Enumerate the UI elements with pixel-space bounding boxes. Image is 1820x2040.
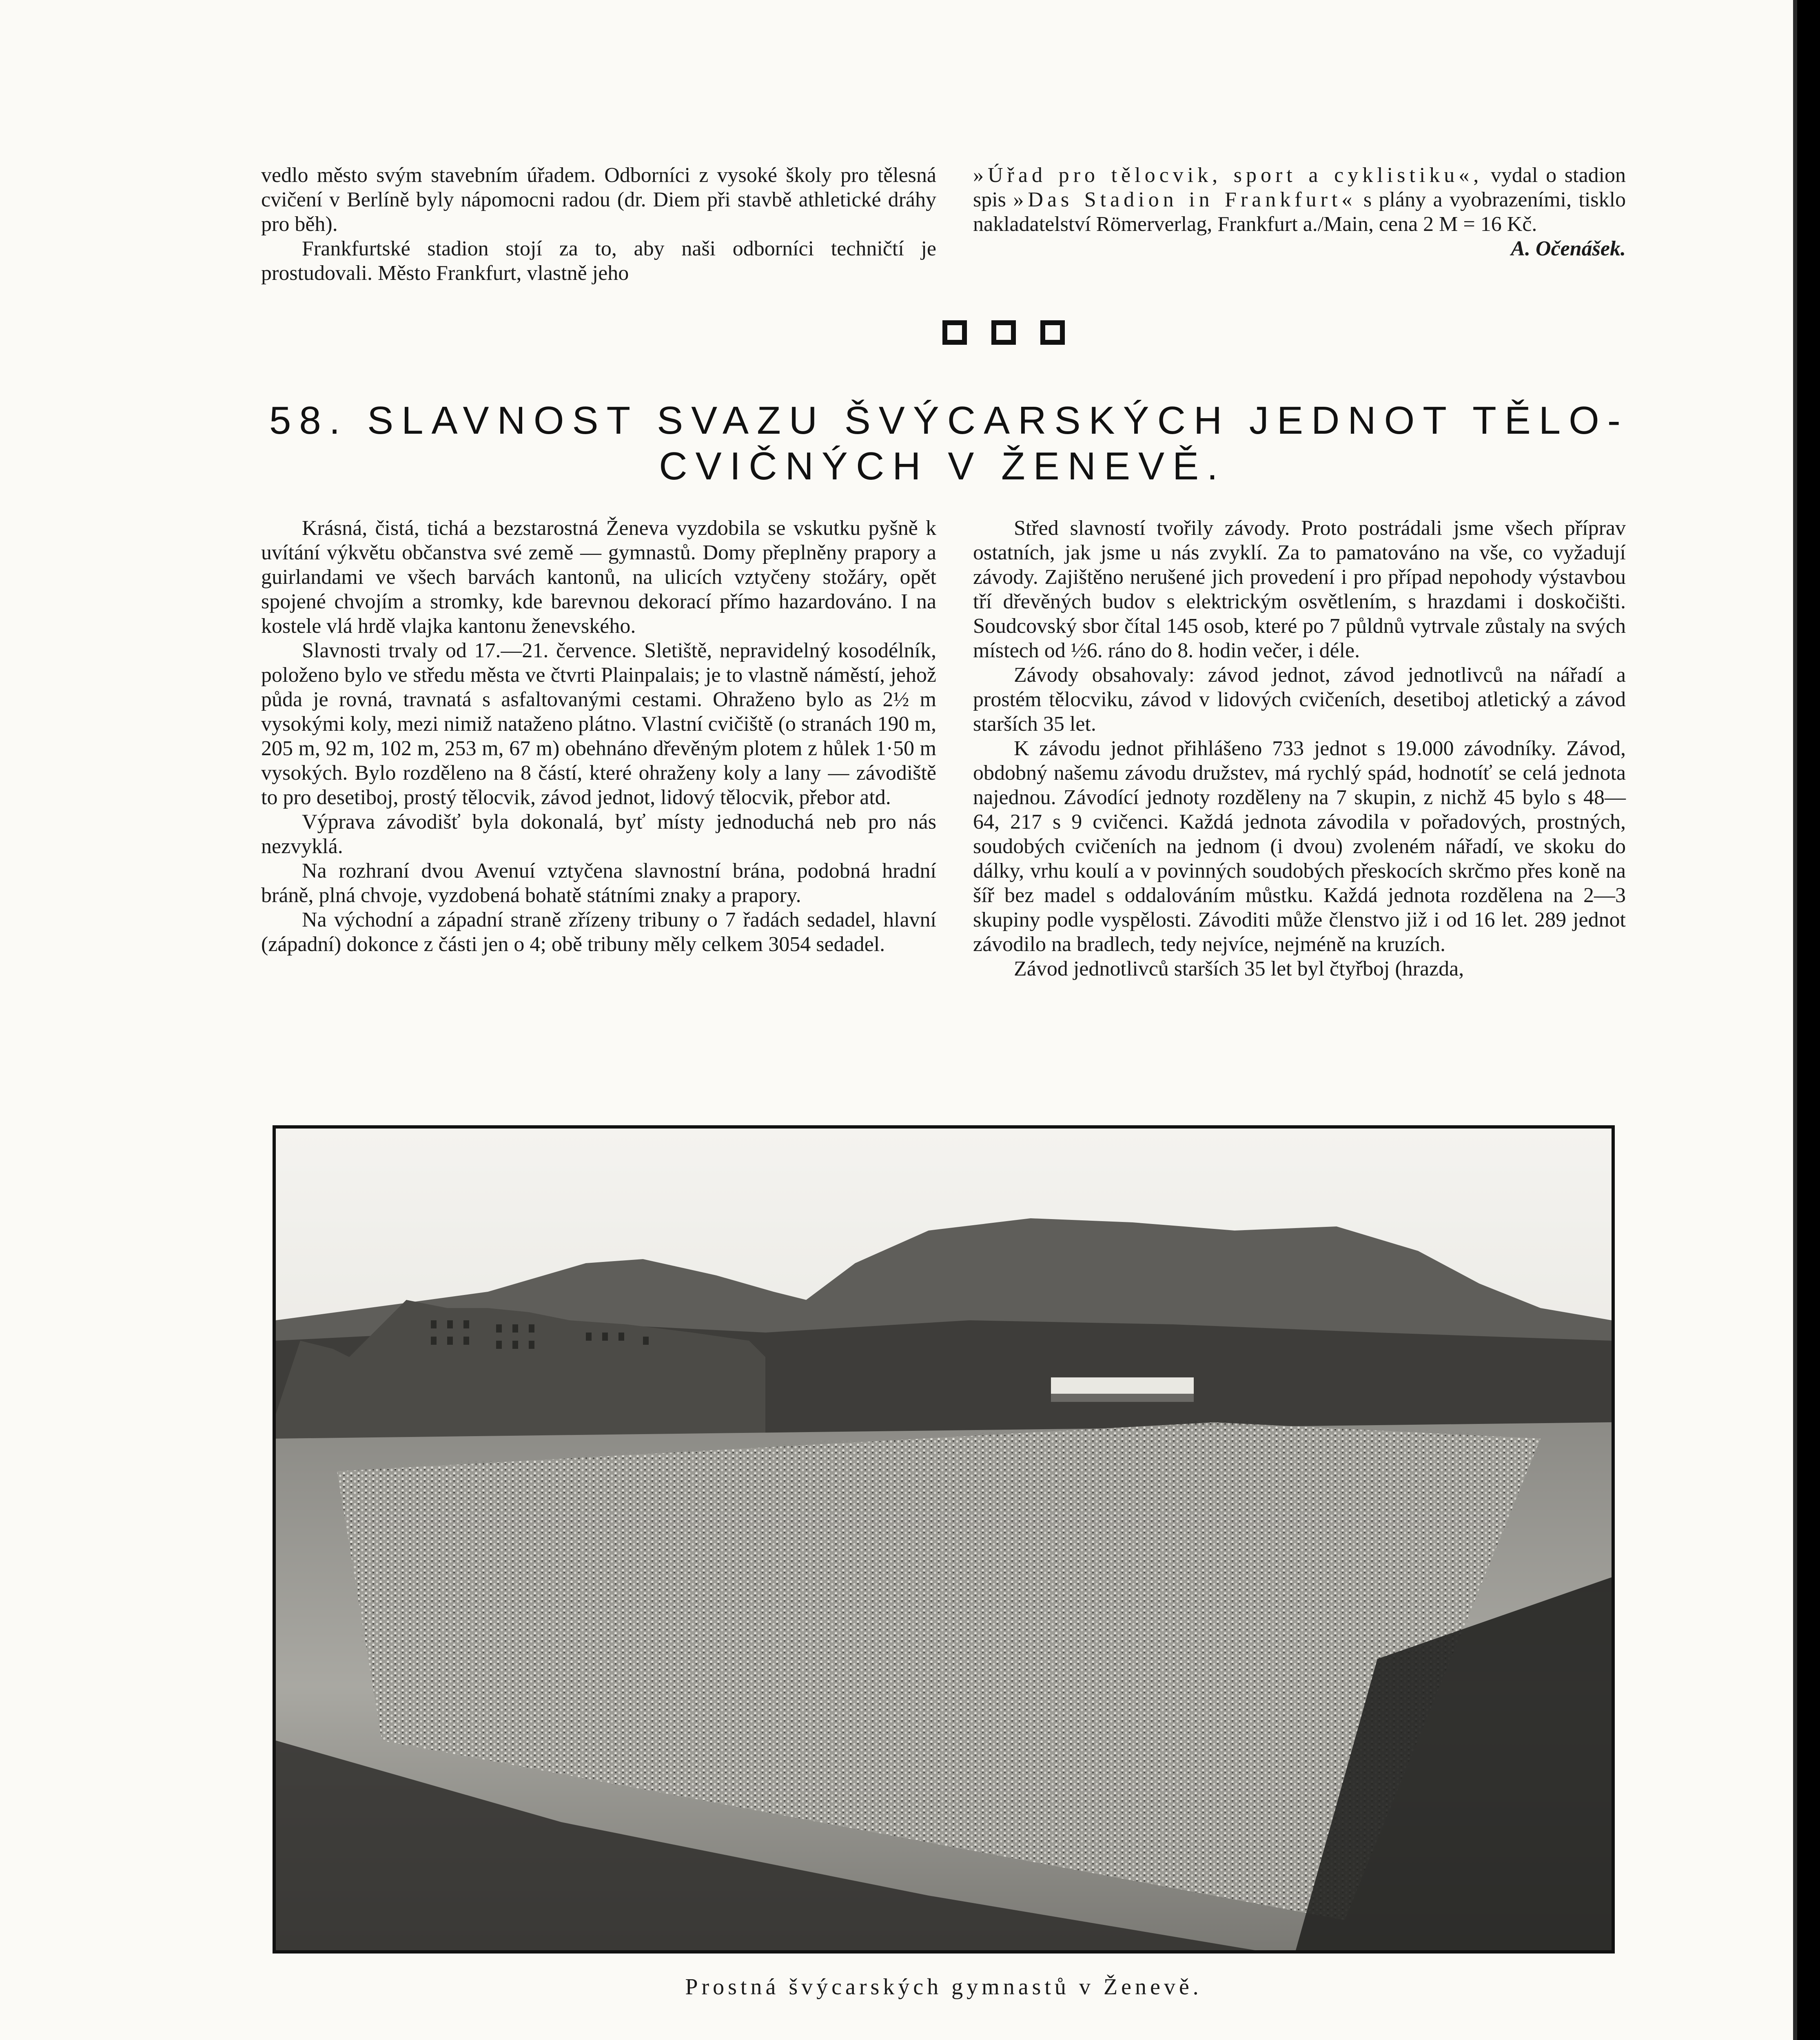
- tribune-stand: [1051, 1394, 1194, 1402]
- paragraph: Na rozhraní dvou Avenuí vztyčena slavnostní brána, podobná hradní bráně, plná chvoje, vyzdobená bohatě státními znaky a prapory.: [261, 859, 936, 907]
- paragraph: Závod jednotlivců starších 35 let byl čtyřboj (hrazda,: [1014, 957, 1464, 980]
- paragraph: K závodu jednot přihlášeno 733 jednot s 19.000 závodníky. Závod, obdobný našemu závodu družstev, má rychlý spád, hodnotíť se celá jednota najednou. Závodící jednoty rozděleny na 7 skupin, z nichž 45 bylo s 48—64, 217 s 9 cvičenci. Každá jednota závodila v pořadových, prostných, soudobých cvičeních na jednom (i dvou) zvoleném nářadí, ve skoku do dálky, vrhu koulí a v povinných soudobých přeskocích skrčmo přes koně na šíř bez madel s oddalováním můstku. Každá jednota rozdělena na 2—3 skupiny podle vyspělosti. Závoditi může členstvo již i od 16 let. 289 jednot závodilo na bradlech, tedy nejvíce, nejméně na kruzích.: [973, 737, 1626, 956]
- text-run: vydal o stadion spis: [973, 164, 1626, 211]
- square-ornament-icon: [1040, 320, 1065, 345]
- photo-caption: Prostná švýcarských gymnastů v Ženevě.: [685, 1974, 1202, 2000]
- author-signature: A. Očenášek.: [1511, 237, 1626, 260]
- right-column: [973, 516, 1626, 981]
- top-left-text: [261, 163, 936, 286]
- paragraph: vedlo město svým stavebním úřadem. Odborníci z vysoké školy pro tělesná cvičení v Berlíně byly nápomocni radou (dr. Diem při stavbě athletické dráhy pro běh).: [261, 164, 936, 236]
- square-ornament-icon: [942, 320, 967, 345]
- article-headline: [269, 398, 1629, 489]
- headline-line: CVIČNÝCH V ŽENEVĚ.: [659, 444, 1226, 488]
- spaced-title: »Úřad pro tělocvik, sport a cyklistiku«,: [973, 164, 1483, 187]
- photo-illustration: [276, 1129, 1612, 1950]
- paragraph: Závody obsahovaly: závod jednot, závod jednotlivců na nářadí a prostém tělocviku, závod v lidových cvičeních, desetiboj atletický a závod starších 35 let.: [973, 663, 1626, 736]
- paragraph: Výprava závodišť byla dokonalá, byť místy jednoduchá neb pro nás nezvyklá.: [261, 810, 936, 858]
- section-divider-ornament: [942, 316, 1065, 349]
- text-run: s plány a vyobrazeními, tisklo nakladatelství Römerverlag, Frankfurt a./Main, cena 2 M = 16 Kč.: [973, 188, 1626, 236]
- left-column: [261, 516, 936, 957]
- paragraph: Střed slavností tvořily závody. Proto postrádali jsme všech příprav ostatních, jak jsme u nás zvyklí. Za to pamatováno na vše, co vyžadují závody. Zajištěno nerušené jich provedení i pro případ nepohody výstavbou tří dřevěných budov s elektrickým osvětlením, s hrazdami i doskočišti. Soudcovský sbor čítal 145 osob, které po 7 půldnů vytrvale zůstaly na svých místech od ½6. ráno do 8. hodin večer, i déle.: [973, 517, 1626, 662]
- headline-line: 58. SLAVNOST SVAZU ŠVÝCARSKÝCH JEDNOT TĚLO-: [269, 399, 1629, 442]
- paragraph: [973, 163, 1626, 237]
- gymnasts-photo: [273, 1125, 1615, 1954]
- square-ornament-icon: [991, 320, 1016, 345]
- paragraph: Na východní a západní straně zřízeny tribuny o 7 řadách sedadel, hlavní (západní) dokonce z části jen o 4; obě tribuny měly celkem 3054 sedadel.: [261, 908, 936, 956]
- paragraph: Frankfurtské stadion stojí za to, aby naši odborníci techničtí je prostudovali. Město Frankfurt, vlastně jeho: [261, 237, 936, 285]
- spaced-title: »Das Stadion in Frankfurt«: [1013, 188, 1357, 211]
- paragraph: Slavnosti trvaly od 17.—21. července. Sletiště, nepravidelný kosodélník, položeno bylo ve středu města ve čtvrti Plainpalais; je to vlastně náměstí, jehož půda je rovná, travnatá s asfaltovanými cestami. Ohraženo bylo as 2½ m vysokými koly, mezi nimiž nataženo plátno. Vlastní cvičiště (o stranách 190 m, 205 m, 92 m, 102 m, 253 m, 67 m) obehnáno dřevěným plotem z hůlek 1·50 m vysokých. Bylo rozděleno na 8 částí, které ohraženy koly a lany — závodiště to pro desetiboj, prostý tělocvik, závod jednot, lidový tělocvik, přebor atd.: [261, 639, 936, 809]
- paragraph: Krásná, čistá, tichá a bezstarostná Ženeva vyzdobila se vskutku pyšně k uvítání výkvětu občanstva své země — gymnastů. Domy přeplněny prapory a guirlandami ve všech barvách kantonů, na ulicích vztyčeny stožáry, opět spojené chvojím a stromky, kde barevnou dekorací přímo hazardováno. I na kostele vlá hrdě vlajka kantonu ženevského.: [261, 517, 936, 638]
- top-right-text: [973, 163, 1626, 261]
